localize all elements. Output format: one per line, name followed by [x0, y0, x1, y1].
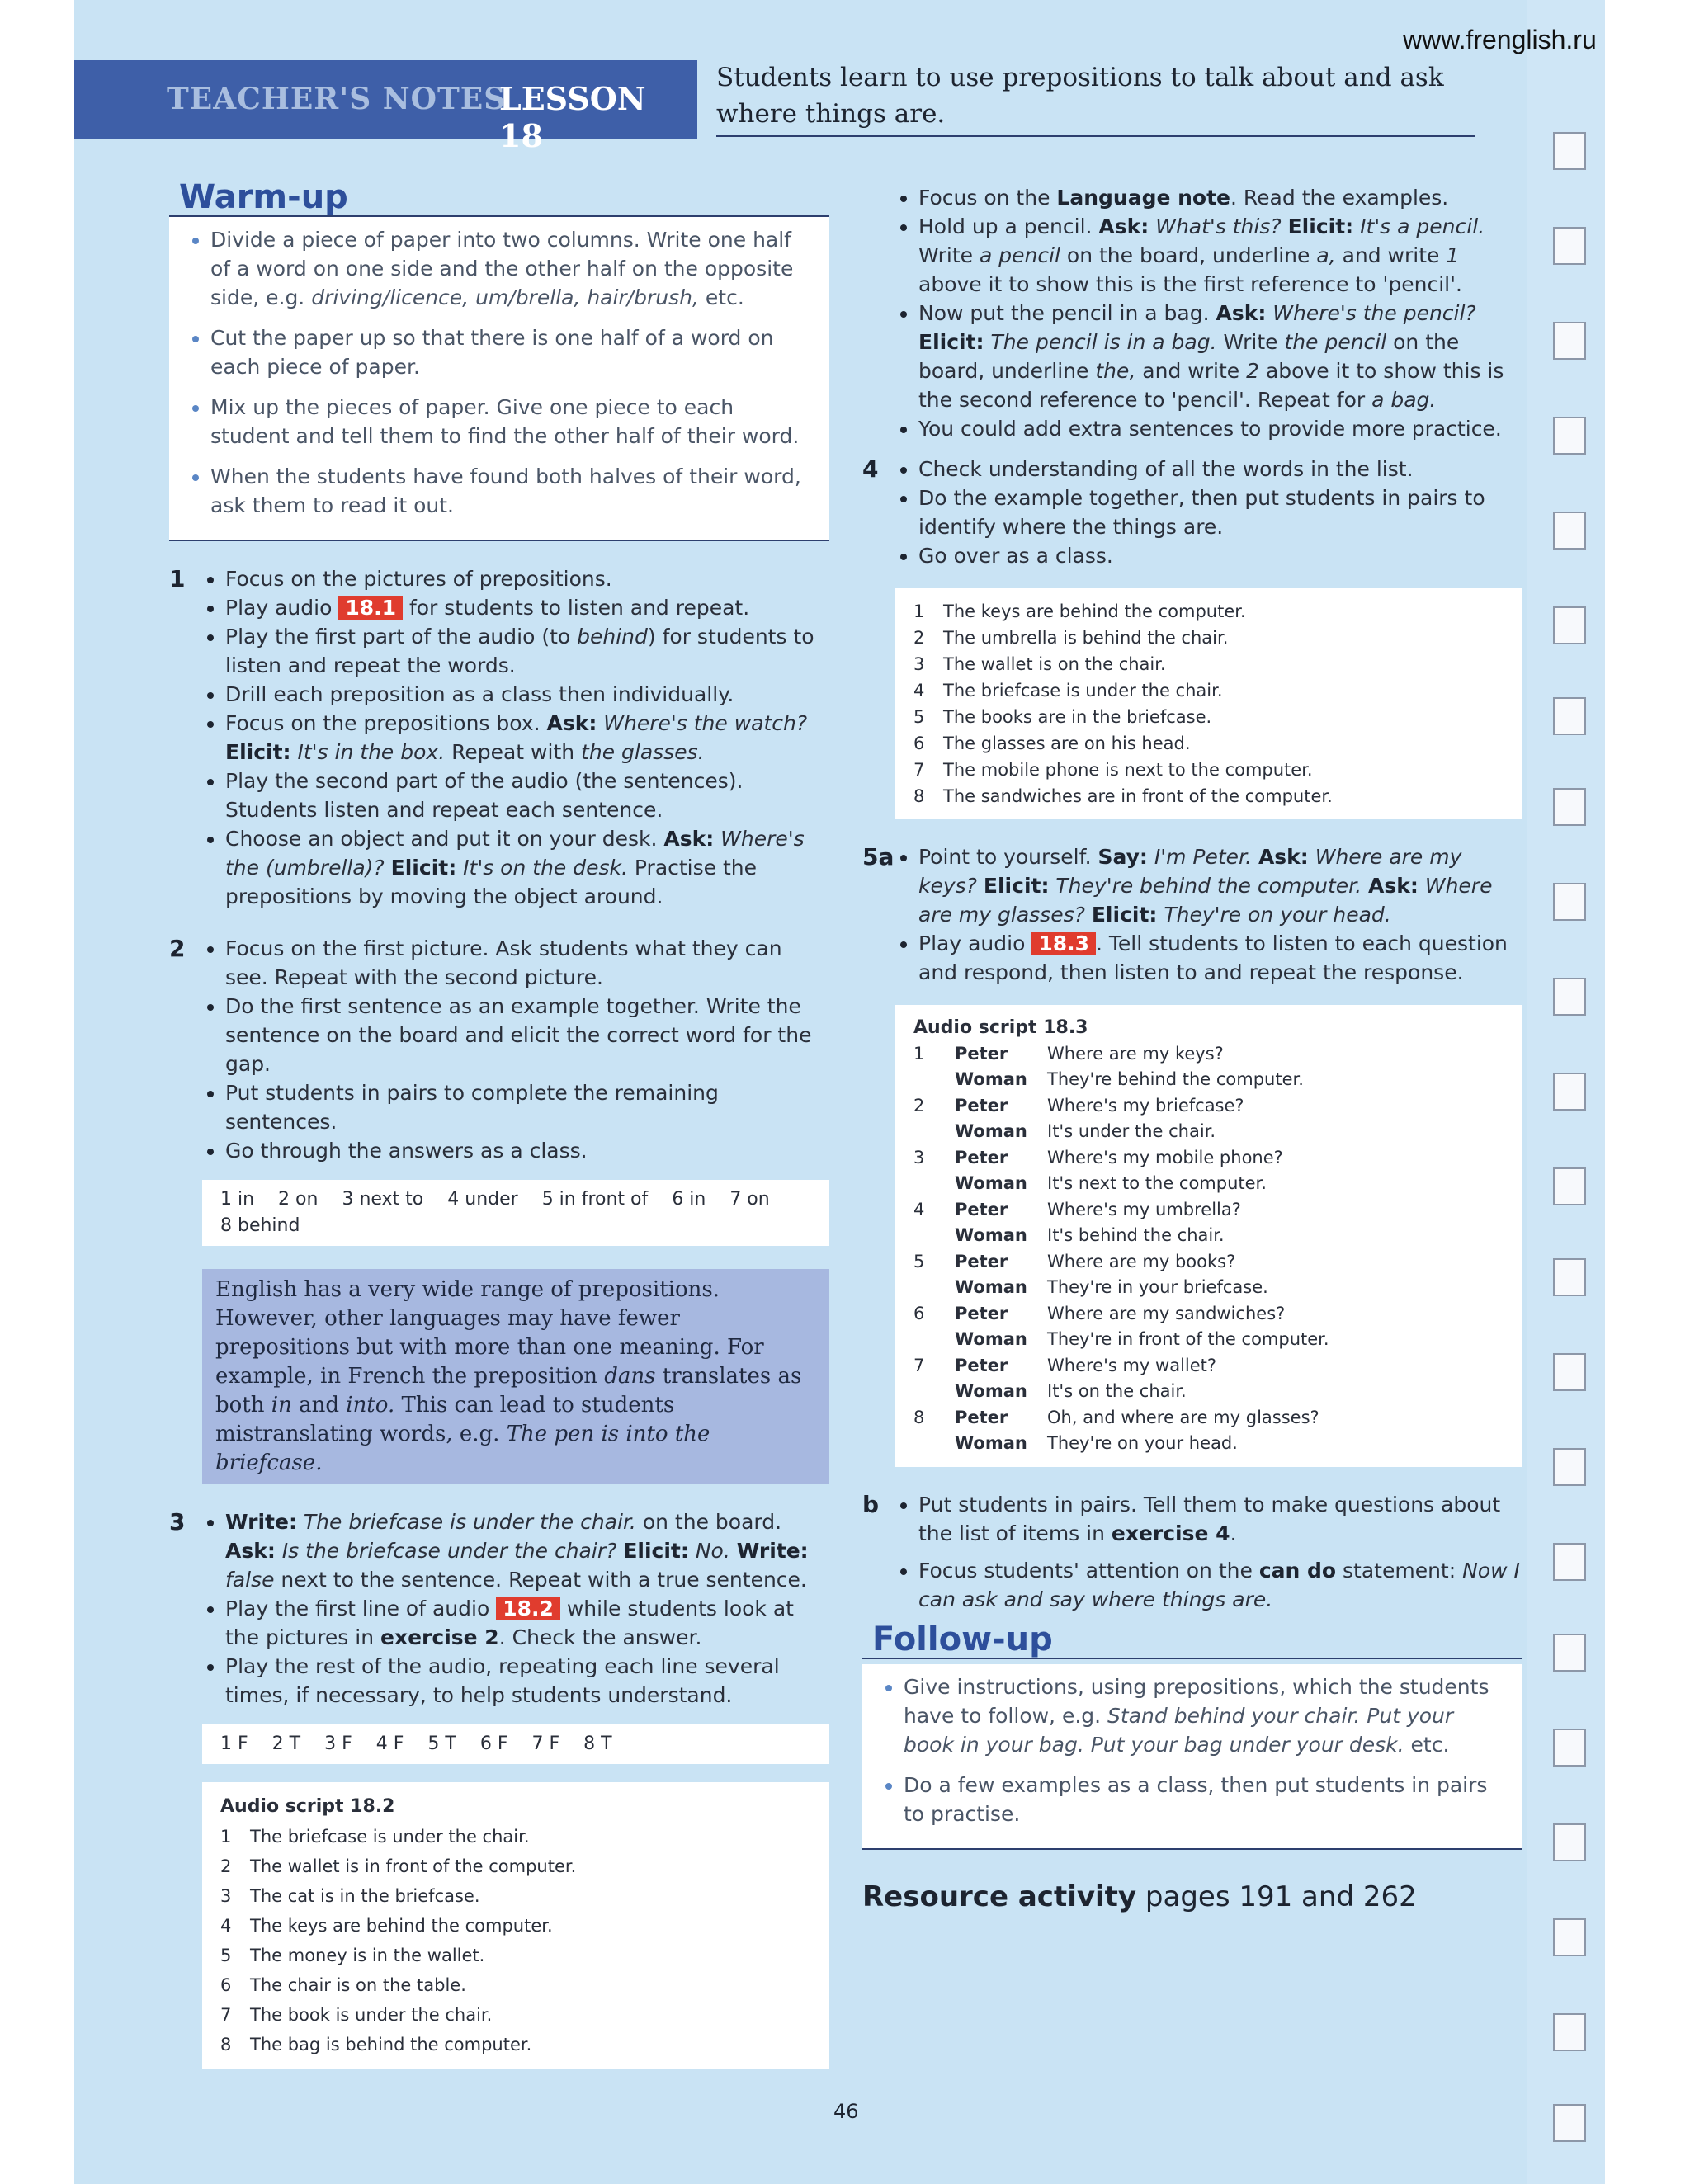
answer-item: 6 in: [672, 1189, 706, 1210]
warmup-title: Warm-up: [169, 183, 829, 217]
language-note: English has a very wide range of prepositions. However, other languages may have fewer prepositions but with more than one meaning. For example, in French the preposition dans translates as both in and into. This can lead to students mistranslating words, e.g. The pen is into the briefcase.: [202, 1269, 829, 1484]
ex1-bullet: • Choose an object and put it on your desk. Ask: Where's the (umbrella)? Elicit: It's on the desk. Practise the prepositions by moving the object around.: [225, 824, 829, 911]
edge-tab: [1553, 1353, 1586, 1391]
edge-tab: [1553, 697, 1586, 735]
exercise-number: 5a: [862, 843, 895, 870]
audio-tag: 18.1: [338, 596, 403, 620]
answer-item: 1 in: [220, 1189, 255, 1210]
step-bullet: • Hold up a pencil. Ask: What's this? Elicit: It's a pencil. Write a pencil on the board, underline a, and write 1 above it to show this is the first reference to 'pencil'.: [918, 212, 1522, 299]
answer-item: 4 F: [375, 1734, 404, 1754]
page-number: 46: [833, 2100, 859, 2123]
website-url: www.frenglish.ru: [1403, 25, 1597, 54]
edge-tab: [1553, 978, 1586, 1016]
followup-item: • Give instructions, using prepositions, which the students have to follow, e.g. Stand behind your chair. Put your book in your bag. Put your bag under your desk. etc.: [904, 1672, 1508, 1759]
exercise-3: [169, 1507, 829, 1710]
exercise-2: [169, 934, 829, 1165]
dialog-line: 4 Peter Where's my umbrella?: [913, 1199, 1241, 1219]
script-line: 6 The chair is on the table.: [220, 1975, 466, 1995]
script-line: 2 The wallet is in front of the computer.: [220, 1856, 577, 1876]
ex2-bullet: • Focus on the first picture. Ask students what they can see. Repeat with the second picture.: [225, 934, 829, 992]
edge-tab: [1553, 417, 1586, 455]
audio-tag: 18.2: [496, 1597, 560, 1620]
ex4-bullet: • Go over as a class.: [918, 541, 1522, 570]
edge-tab: [1553, 1918, 1586, 1956]
edge-tab: [1553, 1634, 1586, 1672]
edge-tab: [1553, 512, 1586, 550]
script-line: 3 The cat is in the briefcase.: [220, 1886, 480, 1906]
ex4-bullet: • Do the example together, then put students in pairs to identify where the things are.: [918, 483, 1522, 541]
dialog-line: 5 Peter Where are my books?: [913, 1251, 1236, 1271]
warmup-box: [169, 217, 829, 541]
dialog-line: 2 Peter Where's my briefcase?: [913, 1095, 1244, 1116]
language-note-steps: [862, 183, 1522, 443]
exercise-1: [169, 564, 829, 911]
exercise-5a: [862, 842, 1522, 987]
dialog-line: 1 Peter Where are my keys?: [913, 1043, 1224, 1064]
answer-item: 5 in front of: [541, 1189, 649, 1210]
warmup-item: • Divide a piece of paper into two columns. Write one half of a word on one side and the other half on the opposite side, e.g. driving/licence, um/brella, hair/brush, etc.: [210, 225, 814, 312]
lesson-description: Students learn to use prepositions to talk about and ask where things are.: [716, 59, 1475, 137]
dialog-line: Woman They're in your briefcase.: [955, 1277, 1268, 1297]
dialog-line: 3 Peter Where's my mobile phone?: [913, 1147, 1283, 1167]
exercise-number: b: [862, 1490, 880, 1518]
ex1-bullet: • Drill each preposition as a class then individually.: [225, 680, 829, 709]
answer-item: 3 next to: [342, 1189, 424, 1210]
ex5a-bullet: • Point to yourself. Say: I'm Peter. Ask: Where are my keys? Elicit: They're behind the computer. Ask: Where are my glasses? Elicit: They're on your head.: [918, 842, 1522, 929]
answer-line: 8 The sandwiches are in front of the computer.: [913, 786, 1333, 806]
left-column: [169, 178, 829, 2069]
ex2-bullet: • Do the first sentence as an example together. Write the sentence on the board and elicit the correct word for the gap.: [225, 992, 829, 1078]
exercise-number: 2: [169, 935, 186, 962]
answer-item: 8 T: [583, 1734, 612, 1754]
dialog-line: Woman It's behind the chair.: [955, 1225, 1225, 1245]
answer-line: 7 The mobile phone is next to the computer.: [913, 760, 1313, 780]
answer-item: 2 on: [278, 1189, 319, 1210]
dialog-line: Woman They're on your head.: [955, 1433, 1238, 1453]
edge-tab: [1553, 883, 1586, 921]
dialog-line: 8 Peter Oh, and where are my glasses?: [913, 1407, 1319, 1427]
ex2-answer-key: [202, 1180, 829, 1246]
resource-activity: Resource activity pages 191 and 262: [862, 1880, 1417, 1913]
edge-tab: [1553, 1543, 1586, 1581]
edge-tab: [1553, 1073, 1586, 1111]
right-column: [862, 183, 1522, 1912]
step-bullet: • You could add extra sentences to provide more practice.: [918, 414, 1522, 443]
answer-item: 5 T: [427, 1734, 456, 1754]
exercise-number: 3: [169, 1508, 186, 1535]
followup-item: • Do a few examples as a class, then put students in pairs to practise.: [904, 1771, 1508, 1828]
dialog-line: Woman It's next to the computer.: [955, 1173, 1267, 1193]
answer-line: 5 The books are in the briefcase.: [913, 707, 1212, 727]
edge-tab: [1553, 1258, 1586, 1296]
answer-item: 4 under: [447, 1189, 518, 1210]
step-bullet: • Now put the pencil in a bag. Ask: Where's the pencil? Elicit: The pencil is in a bag. Write the pencil on the board, underline the, and write 2 above it to show this is the second reference to 'pencil'. Repeat for a bag.: [918, 299, 1522, 414]
answer-item: 7 F: [531, 1734, 560, 1754]
edge-tab: [1553, 788, 1586, 826]
script-line: 5 The money is in the wallet.: [220, 1946, 485, 1965]
script-line: 7 The book is under the chair.: [220, 2005, 493, 2025]
script-title: Audio script 18.2: [220, 1796, 395, 1817]
edge-tab: [1553, 1823, 1586, 1861]
answer-line: 3 The wallet is on the chair.: [913, 654, 1166, 674]
answer-item: 1 F: [220, 1734, 248, 1754]
audio-tag: 18.3: [1031, 932, 1096, 955]
script-title: Audio script 18.3: [913, 1017, 1088, 1038]
script-line: 4 The keys are behind the computer.: [220, 1916, 553, 1936]
answer-item: 6 F: [479, 1734, 508, 1754]
exercise-4: [862, 455, 1522, 570]
answer-item: 8 behind: [220, 1215, 300, 1236]
edge-tab: [1553, 322, 1586, 360]
step-bullet: • Focus on the Language note. Read the examples.: [918, 183, 1522, 212]
ex3-answer-key: [202, 1724, 829, 1764]
edge-tab: [1553, 606, 1586, 644]
audio-script-18-3: [895, 1005, 1522, 1467]
edge-tab: [1553, 2013, 1586, 2051]
answer-item: 7 on: [729, 1189, 770, 1210]
dialog-line: 7 Peter Where's my wallet?: [913, 1355, 1217, 1375]
exercise-number: 1: [169, 565, 186, 592]
edge-tab: [1553, 227, 1586, 265]
answer-line: 6 The glasses are on his head.: [913, 734, 1191, 753]
script-line: 1 The briefcase is under the chair.: [220, 1827, 530, 1847]
exercise-number: 4: [862, 455, 879, 483]
dialog-line: Woman It's on the chair.: [955, 1381, 1187, 1401]
dialog-line: Woman They're behind the computer.: [955, 1069, 1304, 1089]
audio-script-18-2: [202, 1782, 829, 2069]
edge-tab: [1553, 132, 1586, 170]
ex1-bullet: • Play the first part of the audio (to behind) for students to listen and repeat the words.: [225, 622, 829, 680]
ex2-bullet: • Put students in pairs to complete the remaining sentences.: [225, 1078, 829, 1136]
lesson-header: [74, 60, 697, 154]
lesson-label: LESSON 18: [499, 80, 646, 154]
answer-line: 4 The briefcase is under the chair.: [913, 681, 1223, 700]
ex3-bullet: • Play the rest of the audio, repeating each line several times, if necessary, to help students understand.: [225, 1652, 829, 1710]
answer-item: 2 T: [271, 1734, 301, 1754]
edge-tab: [1553, 2104, 1586, 2142]
ex1-bullet: • Focus on the pictures of prepositions.: [225, 564, 829, 593]
edge-tab: [1553, 1167, 1586, 1205]
answer-line: 1 The keys are behind the computer.: [913, 601, 1246, 621]
ex4-bullet: • Check understanding of all the words in the list.: [918, 455, 1522, 483]
answer-line: 2 The umbrella is behind the chair.: [913, 628, 1229, 648]
edge-tab: [1553, 1729, 1586, 1767]
ex3-bullet: • Play the first line of audio 18.2 while students look at the pictures in exercise 2. Check the answer.: [225, 1594, 829, 1652]
ex5b-bullet: • Focus students' attention on the can do statement: Now I can ask and say where things are.: [918, 1556, 1522, 1614]
ex1-bullet: • Focus on the prepositions box. Ask: Where's the watch? Elicit: It's in the box. Repeat with the glasses.: [225, 709, 829, 767]
followup-title: Follow-up: [862, 1625, 1522, 1659]
warmup-item: • Mix up the pieces of paper. Give one piece to each student and tell them to find the other half of their word.: [210, 393, 814, 450]
ex4-answer-key: [895, 588, 1522, 819]
ex5a-bullet: • Play audio 18.3 . Tell students to listen to each question and respond, then listen to and repeat the response.: [918, 929, 1522, 987]
dialog-line: 6 Peter Where are my sandwiches?: [913, 1303, 1286, 1323]
teachers-notes-label: TEACHER'S NOTES: [167, 82, 507, 116]
answer-item: 3 F: [324, 1734, 352, 1754]
ex1-bullet: • Play audio 18.1 for students to listen and repeat.: [225, 593, 829, 622]
ex5b-bullet: • Put students in pairs. Tell them to make questions about the list of items in exercise 4.: [918, 1490, 1522, 1548]
ex2-bullet: • Go through the answers as a class.: [225, 1136, 829, 1165]
ex3-bullet: • Write: The briefcase is under the chair. on the board. Ask: Is the briefcase under the chair? Elicit: No. Write: false next to the sentence. Repeat with a true sentence.: [225, 1507, 829, 1594]
warmup-item: • Cut the paper up so that there is one half of a word on each piece of paper.: [210, 323, 814, 381]
ex1-bullet: • Play the second part of the audio (the sentences). Students listen and repeat each sentence.: [225, 767, 829, 824]
dialog-line: Woman It's under the chair.: [955, 1121, 1216, 1141]
edge-tab: [1553, 1448, 1586, 1486]
followup-box: [862, 1664, 1522, 1850]
exercise-5b: [862, 1490, 1522, 1614]
script-line: 8 The bag is behind the computer.: [220, 2035, 532, 2054]
dialog-line: Woman They're in front of the computer.: [955, 1329, 1329, 1349]
warmup-item: • When the students have found both halves of their word, ask them to read it out.: [210, 462, 814, 520]
